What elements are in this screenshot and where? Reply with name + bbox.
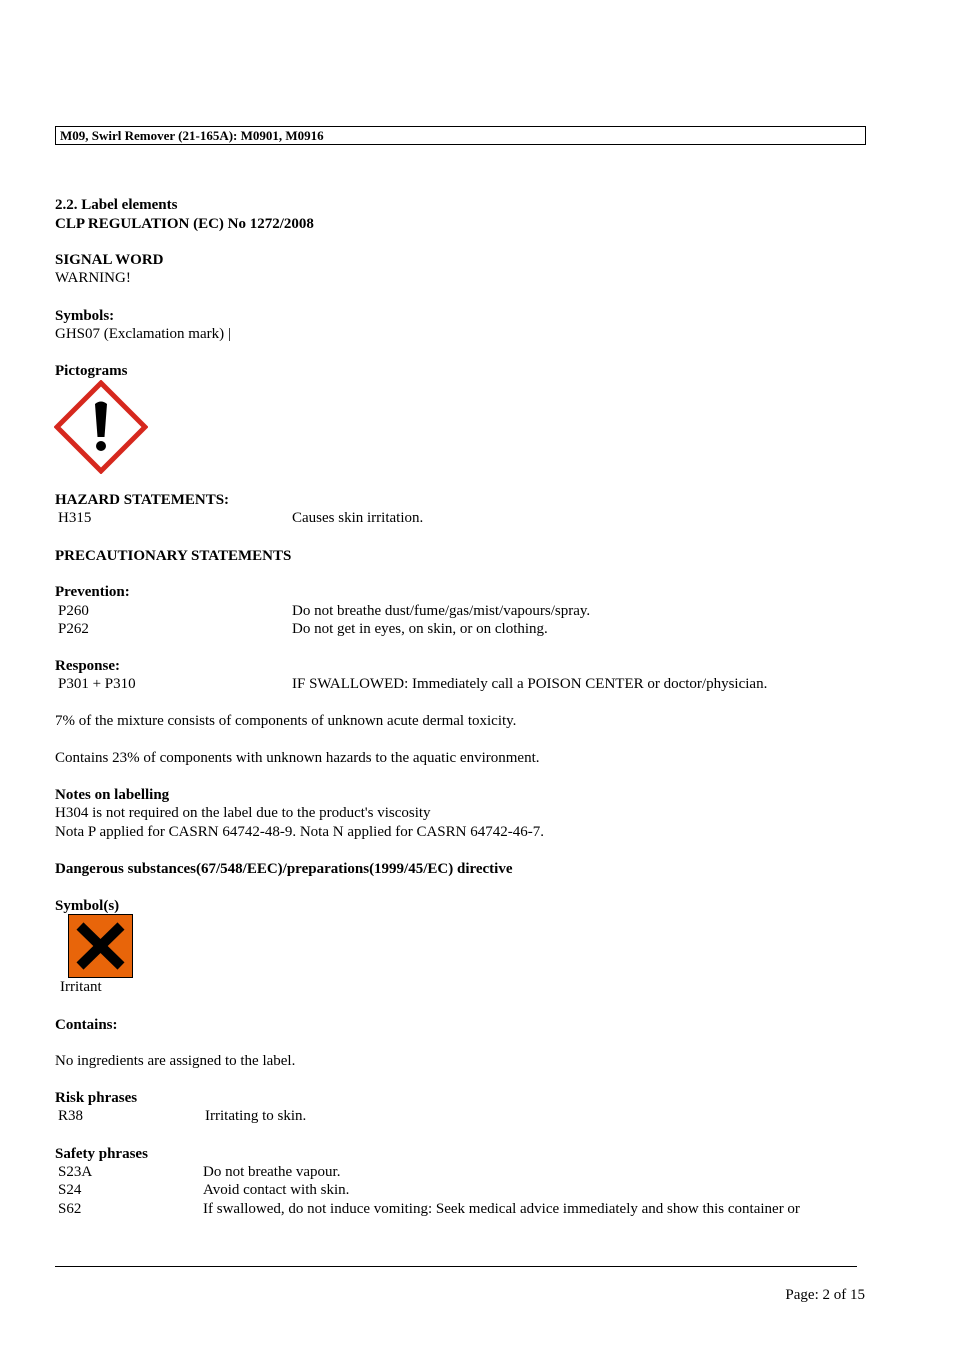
response-code: P301 + P310 <box>58 676 136 692</box>
signal-word-heading: SIGNAL WORD <box>55 252 164 268</box>
document-header-title: M09, Swirl Remover (21-165A): M0901, M0916 <box>60 128 324 143</box>
risk-code: R38 <box>58 1108 84 1124</box>
contains-text: No ingredients are assigned to the label. <box>55 1053 296 1069</box>
response-text: IF SWALLOWED: Immediately call a POISON CENTER or doctor/physician. <box>292 676 768 692</box>
precautionary-statements-heading: PRECAUTIONARY STATEMENTS <box>55 548 292 564</box>
response-heading: Response: <box>55 658 121 674</box>
ghs07-exclamation-mark-icon <box>54 380 148 474</box>
directive-heading: Dangerous substances(67/548/EEC)/preparations(1999/45/EC) directive <box>55 861 513 877</box>
prevention-text: Do not get in eyes, on skin, or on clothing. <box>292 621 548 637</box>
risk-phrases-heading: Risk phrases <box>55 1090 138 1106</box>
symbols-value: GHS07 (Exclamation mark) | <box>55 326 231 342</box>
safety-text: Avoid contact with skin. <box>203 1182 350 1198</box>
prevention-code: P260 <box>58 603 89 619</box>
prevention-text: Do not breathe dust/fume/gas/mist/vapours/spray. <box>292 603 591 619</box>
section-heading-label-elements: 2.2. Label elements <box>55 197 178 213</box>
safety-code: S62 <box>58 1201 82 1217</box>
safety-phrases-heading: Safety phrases <box>55 1146 148 1162</box>
hazard-statements-heading: HAZARD STATEMENTS: <box>55 492 230 508</box>
regulation-heading: CLP REGULATION (EC) No 1272/2008 <box>55 216 314 232</box>
signal-word-value: WARNING! <box>55 270 131 286</box>
irritant-x-icon <box>68 914 134 979</box>
safety-code: S23A <box>58 1164 93 1180</box>
dermal-toxicity-note: 7% of the mixture consists of components of unknown acute dermal toxicity. <box>55 713 517 729</box>
symbols-heading: Symbols: <box>55 308 115 324</box>
pictograms-heading: Pictograms <box>55 363 128 379</box>
document-header-box <box>55 126 866 145</box>
footer-divider <box>55 1266 857 1267</box>
labelling-note-line: H304 is not required on the label due to the product's viscosity <box>55 805 431 821</box>
notes-on-labelling-heading: Notes on labelling <box>55 787 170 803</box>
prevention-heading: Prevention: <box>55 584 130 600</box>
labelling-note-line: Nota P applied for CASRN 64742-48-9. Nota N applied for CASRN 64742-46-7. <box>55 824 544 840</box>
irritant-caption: Irritant <box>60 979 102 995</box>
risk-text: Irritating to skin. <box>205 1108 307 1124</box>
safety-text: If swallowed, do not induce vomiting: Seek medical advice immediately and show this container or <box>203 1201 800 1217</box>
hazard-text: Causes skin irritation. <box>292 510 424 526</box>
safety-code: S24 <box>58 1182 82 1198</box>
safety-text: Do not breathe vapour. <box>203 1164 341 1180</box>
prevention-code: P262 <box>58 621 89 637</box>
aquatic-hazard-note: Contains 23% of components with unknown hazards to the aquatic environment. <box>55 750 540 766</box>
hazard-code: H315 <box>58 510 92 526</box>
directive-symbols-heading: Symbol(s) <box>55 898 120 914</box>
page-number: Page: 2 of 15 <box>785 1287 865 1303</box>
contains-heading: Contains: <box>55 1017 118 1033</box>
